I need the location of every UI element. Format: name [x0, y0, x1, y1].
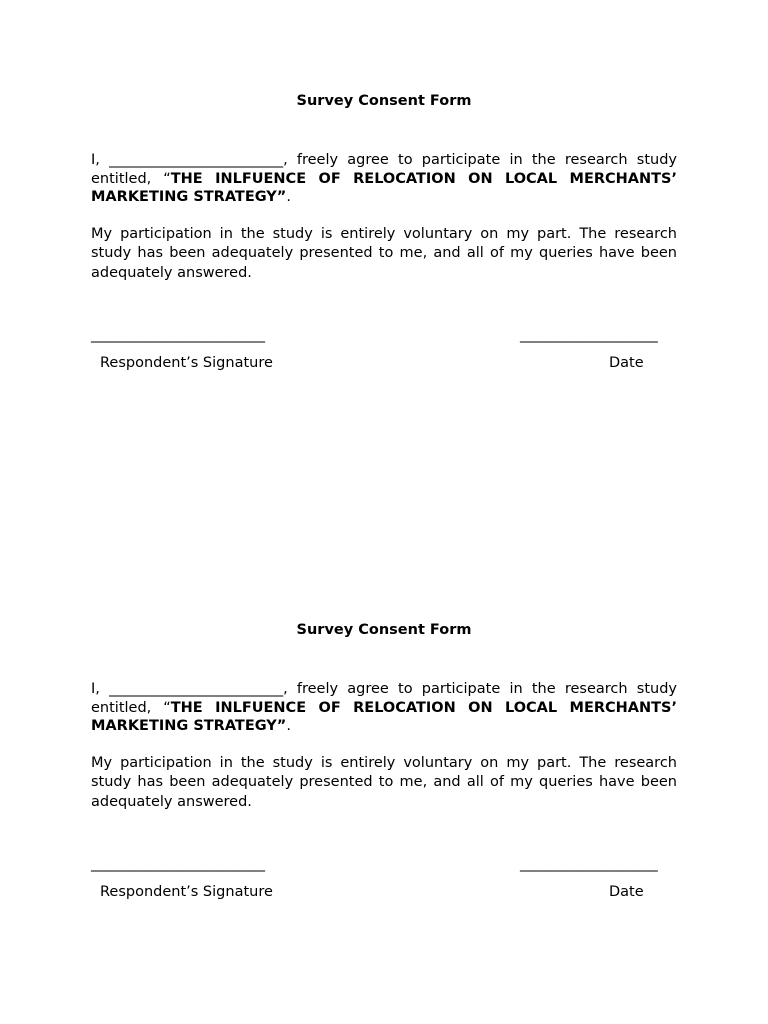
voluntary-statement: My participation in the study is entirely voluntary on my part. The research study has been adequately presented to me, and all of my queries have been adequately answered.: [91, 225, 677, 281]
signature-labels: [91, 882, 677, 902]
signature-labels: [91, 353, 677, 373]
signature-line: ________________________: [91, 856, 265, 872]
study-title: THE INLFUENCE OF RELOCATION ON LOCAL MERCHANTS’ MARKETING STRATEGY”: [91, 170, 677, 205]
consent-statement-prefix: I, ________________________, freely agree to participate in the research study entitled, “: [91, 681, 677, 716]
signature-label: Respondent’s Signature: [100, 884, 273, 900]
voluntary-statement: My participation in the study is entirely voluntary on my part. The research study has been adequately presented to me, and all of my queries have been adequately answered.: [91, 754, 677, 810]
study-title: THE INLFUENCE OF RELOCATION ON LOCAL MERCHANTS’ MARKETING STRATEGY”: [91, 699, 677, 734]
date-line: ___________________: [520, 856, 658, 872]
date-label: Date: [609, 884, 644, 900]
signature-line: ________________________: [91, 327, 265, 343]
consent-statement: [91, 151, 677, 207]
consent-form-2: [91, 620, 677, 902]
consent-form-1: [91, 91, 677, 373]
signature-lines: [91, 854, 677, 874]
signature-label: Respondent’s Signature: [100, 355, 273, 371]
date-label: Date: [609, 355, 644, 371]
consent-statement: [91, 680, 677, 736]
form-title: Survey Consent Form: [296, 622, 472, 638]
consent-statement-suffix: .: [286, 718, 291, 734]
date-line: ___________________: [520, 327, 658, 343]
consent-statement-prefix: I, ________________________, freely agree to participate in the research study entitled, “: [91, 152, 677, 187]
form-title: Survey Consent Form: [296, 93, 472, 109]
consent-statement-suffix: .: [286, 189, 291, 205]
signature-lines: [91, 325, 677, 345]
